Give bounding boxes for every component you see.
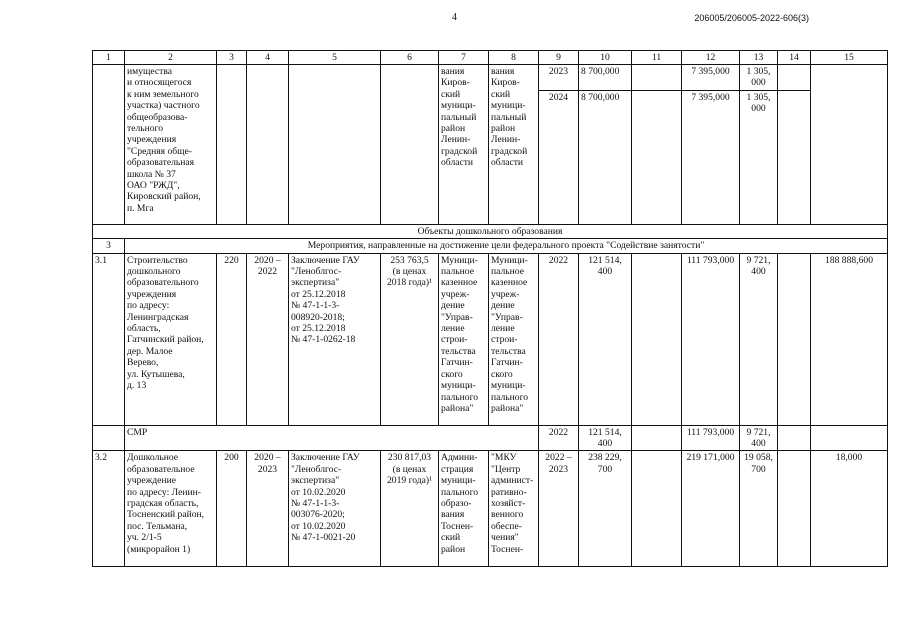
column-number: 5 [289, 51, 381, 65]
column-number: 13 [740, 51, 778, 65]
expertise: Заключение ГАУ "Леноблгос- экспертиза" от 25.12.2018 № 47-1-1-3- 008920-2018; от 25.12.2018 № 47-1-0262-18 [289, 253, 381, 425]
column-number: 14 [778, 51, 811, 65]
subsection-number: 3 [93, 239, 125, 253]
cell-empty [778, 451, 811, 567]
column-number: 15 [811, 51, 888, 65]
cell-empty [778, 425, 811, 451]
total-amount: 238 229, 700 [579, 451, 632, 567]
column-number: 4 [247, 51, 289, 65]
cell-empty [632, 65, 682, 91]
total-amount: 121 514, 400 [579, 253, 632, 425]
total-amount: 121 514, 400 [579, 425, 632, 451]
period: 2020 – 2022 [247, 253, 289, 425]
column-number: 12 [682, 51, 740, 65]
developer: "МКУ "Центр админист- ративно- хозяйст- венного обеспе- чения" Тоснен- [489, 451, 539, 567]
column-number: 6 [381, 51, 439, 65]
table-row [93, 425, 888, 451]
regional-amount: 1 305, 000 [740, 90, 778, 224]
developer: вания Киров- ский муници- пальный район Ленин- градской области [489, 65, 539, 225]
object-name: Дошкольное образовательное учреждение по адресу: Ленин- градская область, Тосненский район, пос. Тельмана, уч. 2/1-5 (микрорайон 1) [125, 451, 217, 567]
section-title: Объекты дошкольного образования [93, 224, 888, 238]
year: 2023 [539, 65, 579, 91]
customer: вания Киров- ский муници- пальный район Ленин- градской области [439, 65, 489, 225]
year: 2022 – 2023 [539, 451, 579, 567]
row-number: 3.2 [93, 451, 125, 567]
cell-cost [381, 65, 439, 225]
page-number: 4 [452, 12, 457, 23]
cell-empty [811, 425, 888, 451]
federal-amount: 111 793,000 [682, 253, 740, 425]
column-number: 2 [125, 51, 217, 65]
federal-amount: 7 395,000 [682, 90, 740, 224]
column-number: 3 [217, 51, 247, 65]
row-number: 3.1 [93, 253, 125, 425]
federal-amount: 7 395,000 [682, 65, 740, 91]
column-number: 8 [489, 51, 539, 65]
period: 2020 – 2023 [247, 451, 289, 567]
cell-empty [632, 253, 682, 425]
capacity: 200 [217, 451, 247, 567]
regional-amount: 9 721, 400 [740, 253, 778, 425]
column-number: 11 [632, 51, 682, 65]
table-row [93, 451, 888, 567]
cell-empty [632, 425, 682, 451]
subsection-title: Мероприятия, направленные на достижение цели федерального проекта "Содействие занятости" [125, 239, 888, 253]
developer: Муници- пальное казенное учреж- дение "Управ- ление строи- тельства Гатчин- ского муници- пального района" [489, 253, 539, 425]
expertise: Заключение ГАУ "Леноблгос- экспертиза" от 10.02.2020 № 47-1-1-3- 003076-2020; от 10.02.2020 № 47-1-0021-20 [289, 451, 381, 567]
federal-amount: 219 171,000 [682, 451, 740, 567]
section-row [93, 224, 888, 238]
estimated-cost: 230 817,03 (в ценах 2019 года)¹ [381, 451, 439, 567]
year: 2022 [539, 425, 579, 451]
federal-amount: 111 793,000 [682, 425, 740, 451]
table-row [93, 253, 888, 425]
column-number: 1 [93, 51, 125, 65]
cell-empty [632, 90, 682, 224]
total-amount: 8 700,000 [579, 90, 632, 224]
year: 2022 [539, 253, 579, 425]
cell-period [247, 65, 289, 225]
cell-expertise [289, 65, 381, 225]
capacity: 220 [217, 253, 247, 425]
table-row [93, 65, 888, 91]
column-number: 7 [439, 51, 489, 65]
customer: Муници- пальное казенное учреж- дение "Управ- ление строи- тельства Гатчин- ского муници- пального района" [439, 253, 489, 425]
customer: Админи- страция муници- пального образо- вания Тоснен- ский район [439, 451, 489, 567]
investment-table [92, 50, 888, 567]
regional-amount: 19 058, 700 [740, 451, 778, 567]
regional-amount: 1 305, 000 [740, 65, 778, 91]
subsection-row [93, 239, 888, 253]
col15-amount: 188 888,600 [811, 253, 888, 425]
column-number-row [93, 51, 888, 65]
estimated-cost: 253 763,5 (в ценах 2018 года)¹ [381, 253, 439, 425]
total-amount: 8 700,000 [579, 65, 632, 91]
col15-amount: 18,000 [811, 451, 888, 567]
column-number: 9 [539, 51, 579, 65]
cell-num [93, 65, 125, 225]
object-name: Строительство дошкольного образовательного учреждения по адресу: Ленинградская область, Гатчинский район, дер. Малое Верево, ул. Кутышева, д. 13 [125, 253, 217, 425]
column-number: 10 [579, 51, 632, 65]
cell-capacity [217, 65, 247, 225]
cell-empty [778, 253, 811, 425]
year: 2024 [539, 90, 579, 224]
cell-empty [93, 425, 125, 451]
regional-amount: 9 721, 400 [740, 425, 778, 451]
smr-label: СМР [125, 425, 539, 451]
document-code: 206005/206005-2022-606(3) [694, 13, 809, 23]
cell-empty [632, 451, 682, 567]
object-name: имущества и относящегося к ним земельного участка) частного общеобразова- тельного учреждения "Средняя обще- образовательная школа № 37 ОАО "РЖД", Кировский район, п. Мга [125, 65, 217, 225]
cell-empty [778, 90, 811, 224]
cell-col15 [811, 65, 888, 225]
cell-empty [778, 65, 811, 91]
